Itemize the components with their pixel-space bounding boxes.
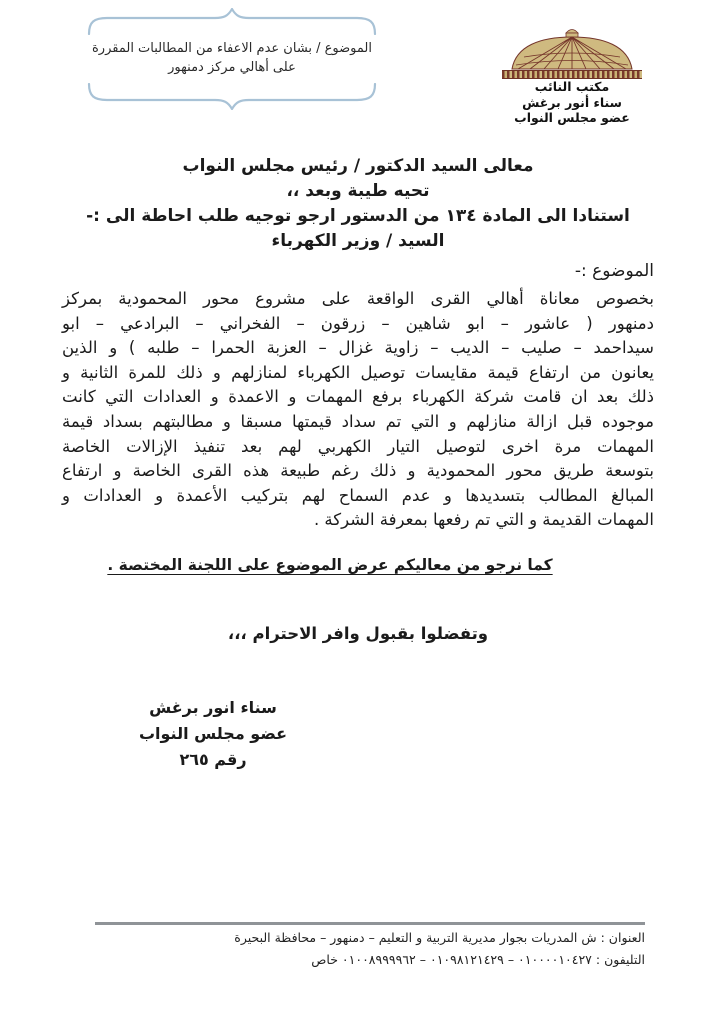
salutation-article-reference: استنادا الى المادة ١٣٤ من الدستور ارجو توجيه طلب احاطة الى :- <box>86 206 630 226</box>
subject-box-line2: على أهالي مركز دمنهور <box>168 60 296 75</box>
body-line: موجوده قبل ازالة منازلهم و التي تم سداد قيمتها مسبقا و مطالبتهم بسداد قيمة <box>62 411 654 431</box>
salutation-recipient-minister: السيد / وزير الكهرباء <box>271 231 445 251</box>
footer-phone: التليفون : ٠١٠٠٠٠١٠٤٢٧ – ٠١٠٩٨١٢١٤٢٩ – ٠١٠٠٨٩٩٩٩٦٢ خاص <box>311 951 645 967</box>
signature-name: سناء انور برغش <box>149 698 277 717</box>
parliament-dome-icon <box>502 28 642 71</box>
body-line: سيداحمد – صليب – الديب – زاوية غزال – العزبة الحمرا – طلبه ) و الذين <box>62 338 654 358</box>
footer <box>65 927 645 970</box>
subject-box-line1: الموضوع / بشان عدم الاعفاء من المطالبات المقررة <box>92 41 372 56</box>
body-line: بخصوص معاناة أهالي القرى الواقعة على مشروع محور المحمودية بمركز <box>62 289 654 308</box>
office-member-role: عضو مجلس النواب <box>514 110 630 125</box>
salutation-greeting: تحيه طيبة وبعد ،، <box>286 181 430 201</box>
body-line: ذلك بعد ان قامت شركة الكهرباء برفع المهمات و الاعمدة و العدادات التي كانت <box>62 387 654 407</box>
body-line: المهمات مرة اخرى لتوصيل التيار الكهربي لهم بعد تنفيذ الإزالات الخاصة <box>62 436 654 456</box>
office-title: مكتب النائب <box>534 79 610 94</box>
footer-divider <box>95 922 645 925</box>
signature-block <box>123 695 303 773</box>
body-line: يعانون من ارتفاع قيمة مقايسات توصيل الكهرباء لمنازلهم و ذلك للمرة الثانية و <box>62 362 654 382</box>
request-line <box>62 555 654 574</box>
parliament-dome-base <box>502 70 642 79</box>
salutation-block <box>62 154 654 254</box>
closing-line: وتفضلوا بقبول وافر الاحترام ،،، <box>227 624 489 643</box>
subject-label: الموضوع :- <box>574 261 654 281</box>
body-line: المهمات القديمة و التي تم رفعها بمعرفة الشركة . <box>313 510 654 530</box>
request-line-text: كما نرجو من معاليكم عرض الموضوع على اللجنة المختصة . <box>107 556 553 574</box>
brace-bottom-decoration <box>86 83 378 110</box>
letter-body <box>62 287 654 533</box>
footer-address: العنوان : ش المدريات بجوار مديرية التربية و التعليم – دمنهور – محافظة البحيرة <box>234 930 645 945</box>
body-line: بتوسعة طريق محور المحمودية و ذلك رغم طبيعة هذه القرى الخاصة و ارتفاع <box>62 461 654 481</box>
subject-box <box>86 8 378 110</box>
salutation-addressee: معالى السيد الدكتور / رئيس مجلس النواب <box>182 156 534 176</box>
signature-seat-number: رقم ٢٦٥ <box>179 750 247 769</box>
body-line: المبالغ المطالب بتسديدها و عدم السماح لهم بتركيب الأعمدة و العدادات و <box>62 485 654 505</box>
signature-role: عضو مجلس النواب <box>138 724 288 743</box>
office-member-name: سناء أنور برغش <box>522 94 622 110</box>
brace-top-decoration <box>86 8 378 35</box>
office-header <box>498 28 646 126</box>
subject-box-text <box>86 35 378 83</box>
body-line: دمنهور ( عاشور – ابو شاهين – زرقون – الفخراني – البرادعي – ابو <box>62 313 654 333</box>
